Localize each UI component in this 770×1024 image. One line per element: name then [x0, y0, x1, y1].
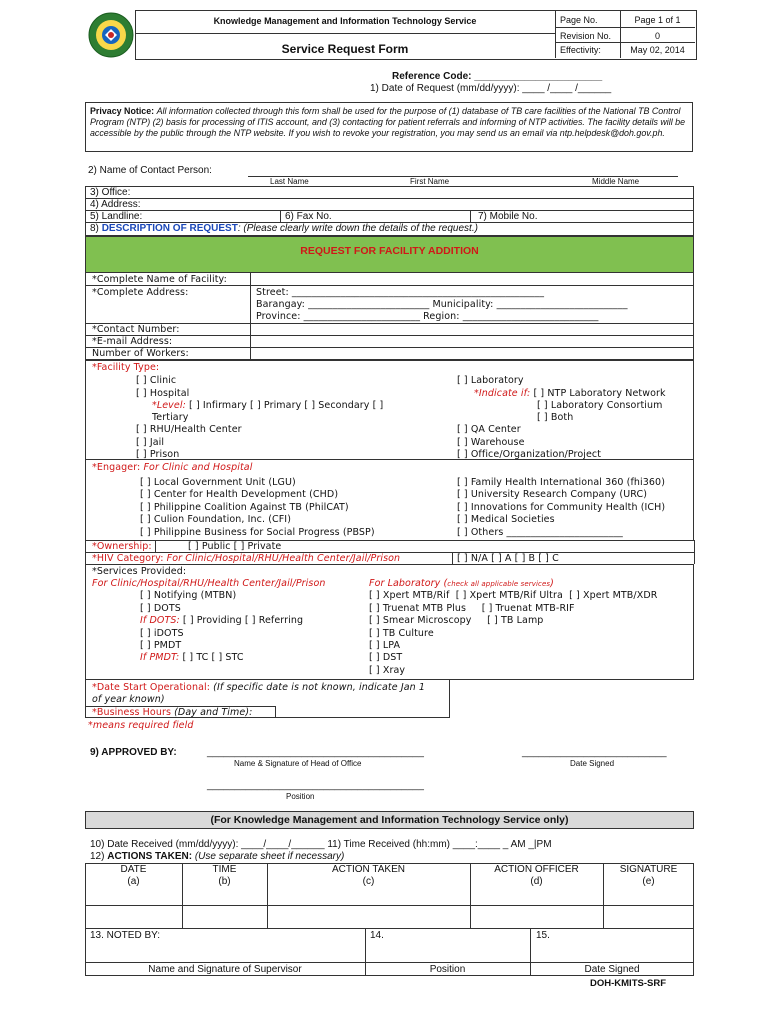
contact-number-field[interactable]: *Contact Number:: [92, 324, 180, 335]
hiv-label: *HIV Category:: [92, 553, 164, 564]
field-15[interactable]: 15.: [536, 930, 550, 941]
required-note: *means required field: [88, 720, 194, 731]
actions-label: ACTIONS TAKEN:: [107, 851, 193, 862]
indicate-row[interactable]: [474, 388, 666, 399]
fax-field[interactable]: 6) Fax No.: [285, 211, 332, 222]
culture-checkbox[interactable]: [ ] TB Culture: [369, 628, 434, 639]
if-dots-label: If DOTS:: [140, 615, 180, 626]
last-name-caption: Last Name: [270, 177, 309, 186]
revision-value: 0: [654, 31, 660, 41]
address-field[interactable]: 4) Address:: [90, 199, 141, 210]
description-row[interactable]: [90, 223, 478, 234]
col-signature-title: SIGNATURE: [619, 864, 678, 875]
privacy-text: All information collected through this form shall be used for the purpose of (1) database of TB care facilities of the National TB Control Program (NTP) (2) basis for processing of ITIS account, and (3) contacting for patient referrals and informing of NTP activities. The facility details will be accessible by the public through the NTP website. If you wish to revoke your registration, you may send us an email via ntp.helpdesk@doh.gov.ph.: [90, 106, 686, 138]
qa-checkbox[interactable]: [ ] QA Center: [457, 424, 521, 435]
ich-checkbox[interactable]: [ ] Innovations for Community Health (ICH): [457, 502, 666, 513]
reference-code[interactable]: Reference Code: _______________________: [392, 71, 603, 82]
actions-num: 12): [90, 851, 105, 862]
hours-note: (Day and Time):: [174, 707, 253, 718]
pmdt-options: [ ] TC [ ] STC: [182, 652, 244, 663]
office-checkbox[interactable]: [ ] Office/Organization/Project: [457, 449, 602, 460]
lpa-checkbox[interactable]: [ ] LPA: [369, 640, 401, 651]
kmits-banner: [85, 811, 694, 829]
services-clinic-note: For Clinic/Hospital/RHU/Health Center/Jail/Prison: [92, 578, 326, 589]
facility-name-label[interactable]: *Complete Name of Facility:: [92, 274, 227, 285]
col-date-sub: (a): [127, 876, 140, 887]
privacy-box: [85, 102, 693, 152]
landline-field[interactable]: 5) Landline:: [90, 211, 143, 222]
col-officer-sub: (d): [530, 876, 543, 887]
office-field[interactable]: 3) Office:: [90, 187, 131, 198]
pmdt-checkbox[interactable]: [ ] PMDT: [140, 640, 182, 651]
email-field[interactable]: *E-mail Address:: [92, 336, 173, 347]
middle-name-caption: Middle Name: [592, 177, 640, 186]
col-action: [267, 864, 470, 888]
philcat-checkbox[interactable]: [ ] Philippine Coalition Against TB (PhilCAT): [140, 502, 349, 513]
urc-checkbox[interactable]: [ ] University Research Company (URC): [457, 489, 648, 500]
date-signed-caption-2: Date Signed: [584, 964, 640, 975]
org-name: Knowledge Management and Information Technology Service: [213, 16, 477, 26]
actions-row: [90, 851, 344, 862]
page-no-value: Page 1 of 1: [634, 15, 681, 25]
col-officer: [470, 864, 603, 888]
lab-consortium-checkbox[interactable]: [ ] Laboratory Consortium: [537, 400, 663, 411]
first-name-caption: First Name: [410, 177, 450, 186]
idots-checkbox[interactable]: [ ] iDOTS: [140, 628, 184, 639]
hiv-note: For Clinic/Hospital/RHU/Health Center/Jail/Prison: [166, 553, 401, 564]
hiv-options[interactable]: [ ] N/A [ ] A [ ] B [ ] C: [457, 553, 559, 564]
services-label: *Services Provided:: [92, 566, 187, 577]
doh-seal: [88, 12, 134, 58]
hours-row[interactable]: [92, 707, 252, 718]
ntp-lab-option: [ ] NTP Laboratory Network: [533, 388, 666, 399]
col-date-title: DATE: [120, 864, 147, 875]
description-num: 8): [90, 223, 99, 234]
chd-checkbox[interactable]: [ ] Center for Health Development (CHD): [140, 489, 339, 500]
engager-note: For Clinic and Hospital: [143, 462, 253, 473]
xray-checkbox[interactable]: [ ] Xray: [369, 665, 406, 676]
fhi-checkbox[interactable]: [ ] Family Health International 360 (fhi360): [457, 477, 666, 488]
col-action-sub: (c): [362, 876, 375, 887]
description-note: : (Please clearly write down the details of the request.): [237, 223, 478, 234]
col-signature-sub: (e): [642, 876, 655, 887]
medical-checkbox[interactable]: [ ] Medical Societies: [457, 514, 555, 525]
hiv-row: [92, 553, 400, 564]
description-label: DESCRIPTION OF REQUEST: [101, 223, 238, 234]
date-start-label: *Date Start Operational:: [92, 682, 211, 693]
hours-label: *Business Hours: [92, 707, 171, 718]
date-start-row[interactable]: [92, 682, 425, 693]
effectivity-label: Effectivity:: [560, 45, 601, 55]
actions-note: (Use separate sheet if necessary): [194, 851, 345, 862]
approver-line[interactable]: _______________________________________: [207, 747, 424, 758]
facility-banner: [85, 236, 694, 273]
hospital-checkbox[interactable]: [ ] Hospital: [136, 388, 190, 399]
date-start-note: (If specific date is not known, indicate Jan 1: [213, 682, 426, 693]
smear-options[interactable]: [ ] Smear Microscopy [ ] TB Lamp: [369, 615, 544, 626]
col-action-title: ACTION TAKEN: [332, 864, 405, 875]
name-signature-caption: Name & Signature of Head of Office: [234, 759, 362, 768]
col-officer-title: ACTION OFFICER: [494, 864, 579, 875]
privacy-label: Privacy Notice:: [90, 106, 155, 116]
indicate-label: *Indicate if:: [474, 388, 531, 399]
laboratory-checkbox[interactable]: [ ] Laboratory: [457, 375, 524, 386]
street-field[interactable]: Street: ____________________________________________________: [256, 287, 545, 298]
contact-name-label: 2) Name of Contact Person:: [88, 165, 212, 176]
facility-banner-text: REQUEST FOR FACILITY ADDITION: [300, 245, 479, 257]
effectivity-value: May 02, 2014: [630, 45, 685, 55]
xpert-options[interactable]: [ ] Xpert MTB/Rif [ ] Xpert MTB/Rif Ultra [ ] Xpert MTB/XDR: [369, 590, 658, 601]
services-lab-note: [369, 578, 554, 589]
date-of-request[interactable]: 1) Date of Request (mm/dd/yyyy): ____ /____ /______: [370, 83, 612, 94]
position-caption-2: Position: [429, 964, 466, 975]
notifying-checkbox[interactable]: [ ] Notifying (MTBN): [140, 590, 237, 601]
col-time-sub: (b): [218, 876, 231, 887]
position-line[interactable]: _______________________________________: [207, 780, 424, 791]
date-signed-caption: Date Signed: [570, 759, 615, 768]
ownership-options[interactable]: [ ] Public [ ] Private: [188, 541, 282, 552]
jail-checkbox[interactable]: [ ] Jail: [136, 437, 165, 448]
col-date: [85, 864, 182, 888]
form-code: DOH-KMITS-SRF: [590, 978, 666, 989]
warehouse-checkbox[interactable]: [ ] Warehouse: [457, 437, 525, 448]
level-row[interactable]: [152, 400, 383, 411]
truenat-options[interactable]: [ ] Truenat MTB Plus [ ] Truenat MTB-RIF: [369, 603, 575, 614]
cfi-checkbox[interactable]: [ ] Culion Foundation, Inc. (CFI): [140, 514, 292, 525]
date-time-received[interactable]: 10) Date Received (mm/dd/yyyy): ____/____/______ 11) Time Received (hh:mm) ____:____ _ AM _|PM: [90, 839, 552, 850]
revision-label: Revision No.: [560, 31, 612, 41]
pbsp-checkbox[interactable]: [ ] Philippine Business for Social Progress (PBSP): [140, 527, 375, 538]
col-time: [182, 864, 267, 888]
facility-address-label: *Complete Address:: [92, 287, 189, 298]
engager-label: *Engager:: [92, 462, 141, 473]
form-title: Service Request Form: [281, 42, 409, 56]
others-checkbox[interactable]: [ ] Others ________________________: [457, 527, 623, 538]
page-no-label: Page No.: [560, 15, 598, 25]
level-label: *Level:: [152, 400, 186, 411]
if-dots-row[interactable]: [140, 615, 303, 626]
supervisor-caption: Name and Signature of Supervisor: [148, 964, 302, 975]
barangay-field[interactable]: Barangay: _________________________ Municipality: ___________________________: [256, 299, 628, 310]
services-lab-note-small: check all applicable services: [447, 580, 551, 588]
services-lab-note-main: For Laboratory (: [369, 578, 448, 589]
date-start-note2: of year known): [92, 694, 165, 705]
noted-by-label[interactable]: 13. NOTED BY:: [90, 930, 161, 941]
facility-type-label: *Facility Type:: [92, 362, 160, 373]
prison-checkbox[interactable]: [ ] Prison: [136, 449, 180, 460]
dots-options: [ ] Providing [ ] Referring: [182, 615, 304, 626]
services-lab-note-end: ): [550, 578, 554, 589]
workers-field[interactable]: Number of Workers:: [92, 348, 189, 359]
province-field[interactable]: Province: ________________________ Region: ____________________________: [256, 311, 599, 322]
col-time-title: TIME: [212, 864, 237, 875]
if-pmdt-label: If PMDT:: [140, 652, 180, 663]
date-signed-line[interactable]: __________________________: [522, 747, 667, 758]
rhu-checkbox[interactable]: [ ] RHU/Health Center: [136, 424, 242, 435]
both-checkbox[interactable]: [ ] Both: [537, 412, 574, 423]
ownership-label: *Ownership:: [92, 541, 152, 552]
dots-checkbox[interactable]: [ ] DOTS: [140, 603, 181, 614]
tertiary-checkbox[interactable]: Tertiary: [152, 412, 189, 423]
position-caption: Position: [286, 792, 315, 801]
engager-row: [92, 462, 252, 473]
field-14[interactable]: 14.: [370, 930, 384, 941]
kmits-banner-text: (For Knowledge Management and Information Technology Service only): [210, 814, 569, 826]
if-pmdt-row[interactable]: [140, 652, 244, 663]
mobile-field[interactable]: 7) Mobile No.: [478, 211, 538, 222]
dst-checkbox[interactable]: [ ] DST: [369, 652, 403, 663]
level-options: [ ] Infirmary [ ] Primary [ ] Secondary [ ]: [189, 400, 384, 411]
clinic-checkbox[interactable]: [ ] Clinic: [136, 375, 177, 386]
col-signature: [603, 864, 694, 888]
lgu-checkbox[interactable]: [ ] Local Government Unit (LGU): [140, 477, 296, 488]
approved-by-label: 9) APPROVED BY:: [90, 747, 177, 758]
